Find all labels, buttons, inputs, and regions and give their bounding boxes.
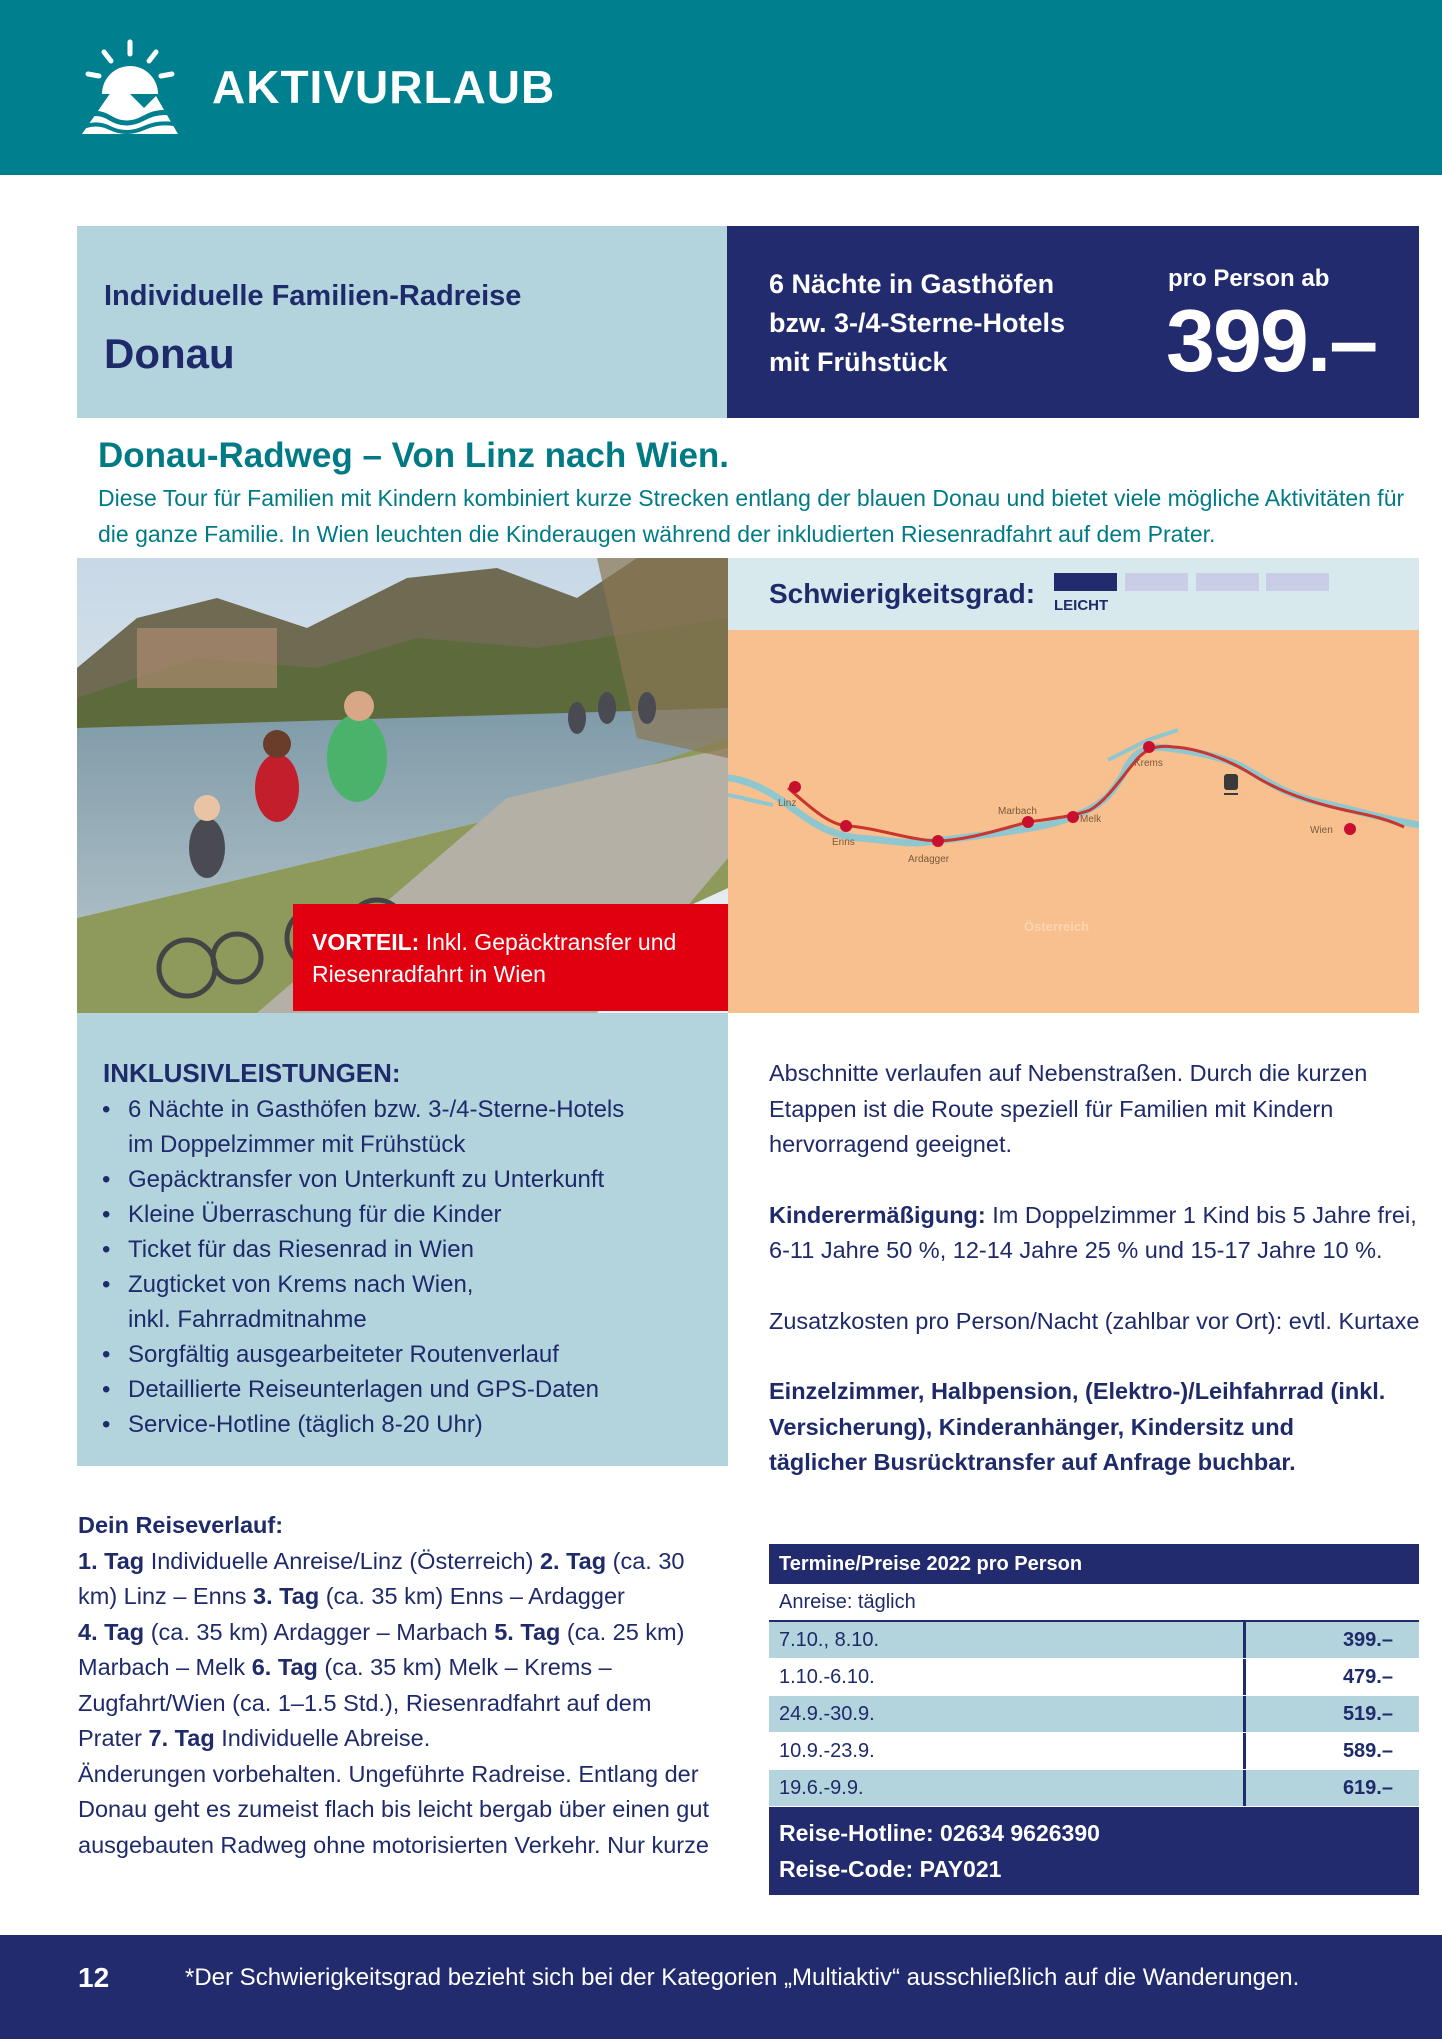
map-point-wien bbox=[1344, 823, 1356, 835]
intro-text: Diese Tour für Familien mit Kindern kombiniert kurze Strecken entlang der blauen Donau und bietet viele mögliche Aktivitäten für die ganze Familie. In Wien leuchten die Kinderaugen während der inkludierten Riesenradfahrt auf dem Prater. bbox=[98, 485, 1405, 547]
difficulty-segment bbox=[1196, 573, 1259, 591]
difficulty-segment bbox=[1125, 573, 1188, 591]
route-map bbox=[728, 630, 1419, 1013]
svg-text:Linz: Linz bbox=[778, 798, 797, 809]
headline: Donau-Radweg – Von Linz nach Wien. bbox=[98, 436, 730, 475]
svg-text:Melk: Melk bbox=[1080, 814, 1102, 825]
booking-info bbox=[769, 1807, 1419, 1895]
advantage-box: VORTEIL: Inkl. Gepäcktransfer und Riesenradfahrt in Wien bbox=[293, 904, 728, 1011]
difficulty-level: LEICHT bbox=[1054, 597, 1109, 614]
table-row: 19.6.-9.9. 619.– bbox=[769, 1770, 1419, 1807]
travel-code: Reise-Code: PAY021 bbox=[779, 1856, 1002, 1882]
difficulty-segment bbox=[1054, 573, 1117, 591]
svg-text:Wien: Wien bbox=[1310, 825, 1333, 836]
map-point-marbach bbox=[1022, 816, 1034, 828]
tour-subtitle: Individuelle Familien-Radreise bbox=[104, 280, 522, 312]
map-point-krems bbox=[1143, 741, 1155, 753]
svg-text:Marbach: Marbach bbox=[998, 806, 1037, 817]
svg-text:Österreich: Österreich bbox=[1024, 919, 1090, 934]
page-number: 12 bbox=[78, 1962, 110, 1993]
accommodation-text: 6 Nächte in Gasthöfen bzw. 3-/4-Sterne-Hotels mit Frühstück bbox=[769, 269, 1066, 377]
table-row: 24.9.-30.9. 519.– bbox=[769, 1696, 1419, 1733]
inclusions-title: INKLUSIVLEISTUNGEN: bbox=[103, 1058, 401, 1088]
list-item: • Zugticket von Krems nach Wien, inkl. Fahrradmitnahme bbox=[100, 1267, 720, 1337]
footnote: *Der Schwierigkeitsgrad bezieht sich bei der Kategorien „Multiaktiv“ ausschließlich auf die Wanderungen. bbox=[185, 1964, 1300, 1991]
itinerary: Dein Reiseverlauf: 1. Tag Individuelle Anreise/Linz (Österreich) 2. Tag (ca. 30 km) Linz – Enns 3. Tag (ca. 35 km) Enns – Ardagger 4. Tag (ca. 35 km) Ardagger – Marbach 5. Tag (ca. 25 km) Marbach – Melk 6. Tag (ca. 35 km) Melk – Krems – Zugfahrt/Wien (ca. 1–1.5 Std.), Riesenradfahrt auf dem Prater 7. Tag Individuelle Abreise. Änderungen vorbehalten. Ungeführte Radreise. Entlang der Donau geht es zumeist flach bis leicht bergab über einen gut ausgebauten Radweg ohne motorisierten Verkehr. Nur kurze bbox=[78, 1512, 709, 1858]
price-value: 399.– bbox=[1166, 291, 1377, 390]
title-panel bbox=[77, 226, 727, 418]
inclusions-list bbox=[100, 1092, 720, 1442]
price-table bbox=[769, 1544, 1419, 1895]
details-text: Abschnitte verlaufen auf Nebenstraßen. Durch die kurzen Etappen ist die Route speziell für Familien mit Kindern hervorragend geeignet. Kinderermäßigung: Im Doppelzimmer 1 Kind bis 5 Jahre frei, 6-11 Jahre 50 %, 12-14 Jahre 25 % und 15-17 Jahre 10 %. Zusatzkosten pro Person/Nacht (zahlbar vor Ort): evtl. Kurtaxe Einzelzimmer, Halbpension, (Elektro-)/Leihfahrrad (inkl. Versicherung), Kinderanhänger, Kindersitz und täglicher Busrücktransfer auf Anfrage buchbar. bbox=[769, 1056, 1429, 1481]
difficulty-label: Schwierigkeitsgrad: bbox=[769, 578, 1036, 609]
extra-costs: Zusatzkosten pro Person/Nacht (zahlbar vor Ort): evtl. Kurtaxe bbox=[769, 1307, 1420, 1334]
child-discount: Kinderermäßigung: Im Doppelzimmer 1 Kind bis 5 Jahre frei, bbox=[769, 1201, 1417, 1228]
svg-text:Krems: Krems bbox=[1134, 758, 1163, 769]
arrival-info: Anreise: täglich bbox=[769, 1584, 1419, 1622]
map-point-linz bbox=[789, 781, 801, 793]
list-item: • 6 Nächte in Gasthöfen bzw. 3-/4-Sterne-Hotels im Doppelzimmer mit Frühstück bbox=[100, 1092, 720, 1162]
list-item: • Gepäcktransfer von Unterkunft zu Unterkunft bbox=[100, 1162, 720, 1197]
svg-text:Enns: Enns bbox=[832, 837, 855, 848]
list-item: • Service-Hotline (täglich 8-20 Uhr) bbox=[100, 1407, 720, 1442]
table-row: 1.10.-6.10. 479.– bbox=[769, 1659, 1419, 1696]
list-item: • Sorgfältig ausgearbeiteter Routenverlauf bbox=[100, 1337, 720, 1372]
price-label: pro Person ab bbox=[1168, 265, 1330, 292]
list-item: • Ticket für das Riesenrad in Wien bbox=[100, 1232, 720, 1267]
map-point-ardagger bbox=[932, 835, 944, 847]
section-title: AKTIVURLAUB bbox=[212, 61, 556, 113]
list-item: • Detaillierte Reiseunterlagen und GPS-Daten bbox=[100, 1372, 720, 1407]
map-point-enns bbox=[840, 820, 852, 832]
price-table-title: Termine/Preise 2022 pro Person bbox=[769, 1544, 1419, 1584]
list-item: • Kleine Überraschung für die Kinder bbox=[100, 1197, 720, 1232]
hotline: Reise-Hotline: 02634 9626390 bbox=[779, 1820, 1100, 1846]
table-row: 10.9.-23.9. 589.– bbox=[769, 1733, 1419, 1770]
map-point-melk bbox=[1067, 811, 1079, 823]
tour-title: Donau bbox=[104, 330, 235, 377]
difficulty-segment bbox=[1266, 573, 1329, 591]
sun-mountain-wave-icon bbox=[74, 38, 186, 142]
table-row: 7.10., 8.10. 399.– bbox=[769, 1622, 1419, 1659]
svg-text:Ardagger: Ardagger bbox=[908, 854, 950, 865]
